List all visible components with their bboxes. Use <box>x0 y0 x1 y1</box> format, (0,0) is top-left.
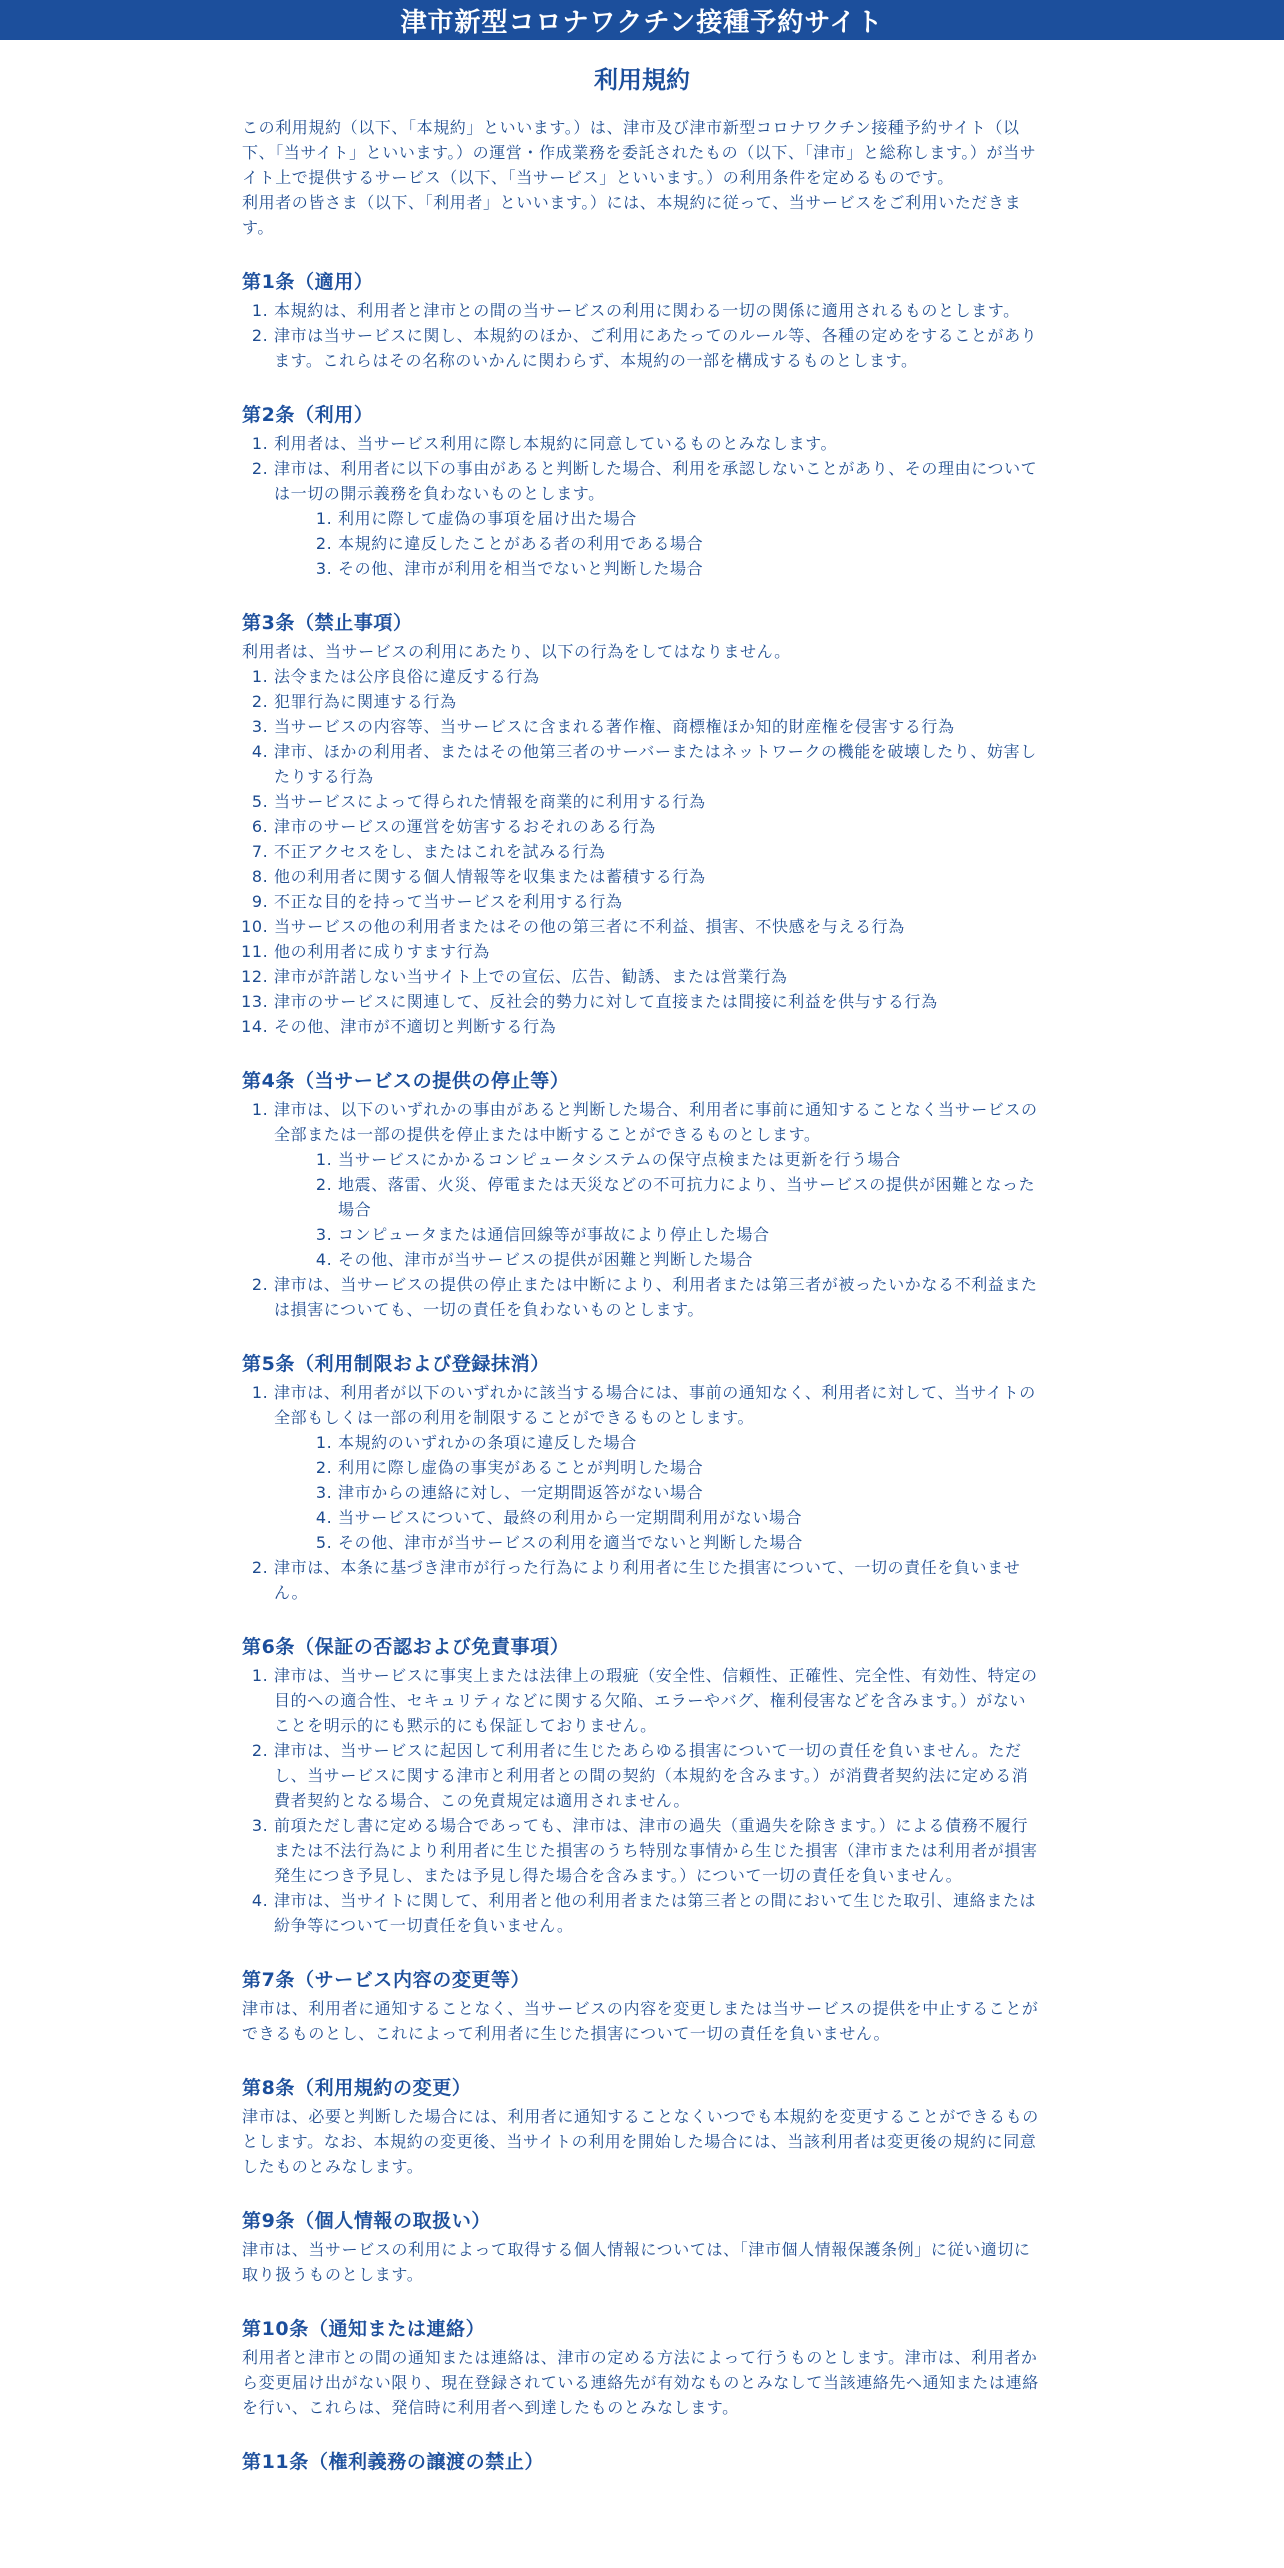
article-1 <box>242 270 1042 373</box>
intro-paragraph <box>242 115 1042 240</box>
article-title: 第7条（サービス内容の変更等） <box>242 1969 531 1991</box>
clause-item <box>274 839 1042 864</box>
clause-item <box>274 814 1042 839</box>
article-title: 第10条（通知または連絡） <box>242 2318 486 2340</box>
article-title: 第11条（権利義務の譲渡の禁止） <box>242 2451 545 2473</box>
clause-text: その他、津市が不適切と判断する行為 <box>274 1017 557 1036</box>
clause-text: 津市は、当サイトに関して、利用者と他の利用者または第三者との間において生じた取引、連絡または紛争等について一切責任を負いません。 <box>274 1891 1037 1935</box>
clause-list <box>242 431 1042 581</box>
clause-text: 津市は、当サービスに事実上または法律上の瑕疵（安全性、信頼性、正確性、完全性、有効性、特定の目的への適合性、セキュリティなどに関する欠陥、エラーやバグ、権利侵害などを含みます。）がないことを明示的にも黙示的にも保証しておりません。 <box>274 1666 1038 1735</box>
clause-item <box>274 914 1042 939</box>
clause-list <box>242 298 1042 373</box>
intro-text: 利用者の皆さま（以下、「利用者」といいます。）には、本規約に従って、当サービスをご利用いただきます。 <box>242 193 1022 237</box>
clause-item <box>274 989 1042 1014</box>
clause-item <box>274 689 1042 714</box>
clause-text: 津市のサービスに関連して、反社会的勢力に対して直接または間接に利益を供与する行為 <box>274 992 938 1011</box>
article-9 <box>242 2209 1042 2287</box>
clause-text: 津市は当サービスに関し、本規約のほか、ご利用にあたってのルール等、各種の定めをすることがあります。これらはその名称のいかんに関わらず、本規約の一部を構成するものとします。 <box>274 326 1038 370</box>
clause-text: 他の利用者に関する個人情報等を収集または蓄積する行為 <box>274 867 706 886</box>
article-body: 津市は、利用者に通知することなく、当サービスの内容を変更しまたは当サービスの提供を中止することができるものとし、これによって利用者に生じた損害について一切の責任を負いません。 <box>242 1999 1039 2043</box>
terms-content <box>242 115 1042 2474</box>
clause-text: 当サービスの内容等、当サービスに含まれる著作権、商標権ほか知的財産権を侵害する行為 <box>274 717 955 736</box>
site-title: 津市新型コロナワクチン接種予約サイト <box>400 7 884 38</box>
article-lead: 利用者は、当サービスの利用にあたり、以下の行為をしてはなりません。 <box>242 642 791 661</box>
clause-item <box>274 864 1042 889</box>
site-header <box>0 0 1284 40</box>
sub-clause-item: 4. その他、津市が当サービスの提供が困難と判断した場合 <box>338 1247 1042 1272</box>
clause-item <box>274 1738 1042 1813</box>
article-title: 第6条（保証の否認および免責事項） <box>242 1636 570 1658</box>
clause-text: 前項ただし書に定める場合であっても、津市は、津市の過失（重過失を除きます。）による債務不履行または不法行為により利用者に生じた損害のうち特別な事情から生じた損害（津市または利用者が損害発生につき予見し、または予見し得た場合を含みます。）について一切の責任を負いません。 <box>274 1816 1038 1885</box>
article-title: 第9条（個人情報の取扱い） <box>242 2210 492 2232</box>
clause-list <box>242 664 1042 1039</box>
sub-clause-item: 1. 利用に際して虚偽の事項を届け出た場合 <box>338 506 1042 531</box>
intro-text: この利用規約（以下、「本規約」といいます。）は、津市及び津市新型コロナワクチン接種予約サイト（以下、「当サイト」といいます。）の運営・作成業務を委託されたもの（以下、「津市」と総称します。）が当サイト上で提供するサービス（以下、「当サービス」といいます。）の利用条件を定めるものです。 <box>242 118 1037 187</box>
article-4 <box>242 1069 1042 1322</box>
clause-item <box>274 1097 1042 1272</box>
article-7 <box>242 1968 1042 2046</box>
clause-text: 津市は、当サービスに起因して利用者に生じたあらゆる損害について一切の責任を負いません。ただし、当サービスに関する津市と利用者との間の契約（本規約を含みます。）が消費者契約法に定める消費者契約となる場合、この免責規定は適用されません。 <box>274 1741 1029 1810</box>
clause-text: 不正アクセスをし、またはこれを試みる行為 <box>274 842 606 861</box>
clause-item <box>274 1888 1042 1938</box>
clause-list <box>242 1380 1042 1605</box>
clause-item <box>274 889 1042 914</box>
clause-text: 津市は、当サービスの提供の停止または中断により、利用者または第三者が被ったいかなる不利益または損害についても、一切の責任を負わないものとします。 <box>274 1275 1038 1319</box>
sub-clause-list <box>274 506 1042 581</box>
clause-item <box>274 964 1042 989</box>
clause-item <box>274 939 1042 964</box>
article-title: 第8条（利用規約の変更） <box>242 2077 472 2099</box>
clause-text: 津市が許諾しない当サイト上での宣伝、広告、勧誘、または営業行為 <box>274 967 788 986</box>
clause-item <box>274 714 1042 739</box>
article-10 <box>242 2317 1042 2420</box>
sub-clause-item: 2. 本規約に違反したことがある者の利用である場合 <box>338 531 1042 556</box>
clause-text: 不正な目的を持って当サービスを利用する行為 <box>274 892 623 911</box>
article-body: 津市は、当サービスの利用によって取得する個人情報については、「津市個人情報保護条例」に従い適切に取り扱うものとします。 <box>242 2240 1031 2284</box>
sub-clause-item: 4. 当サービスについて、最終の利用から一定期間利用がない場合 <box>338 1505 1042 1530</box>
sub-clause-list <box>274 1430 1042 1555</box>
clause-list <box>242 1097 1042 1322</box>
sub-clause-list <box>274 1147 1042 1272</box>
article-body: 津市は、必要と判断した場合には、利用者に通知することなくいつでも本規約を変更することができるものとします。なお、本規約の変更後、当サイトの利用を開始した場合には、当該利用者は変更後の規約に同意したものとみなします。 <box>242 2107 1039 2176</box>
clause-item <box>274 1380 1042 1555</box>
clause-text: 津市は、利用者に以下の事由があると判断した場合、利用を承認しないことがあり、その理由については一切の開示義務を負わないものとします。 <box>274 459 1038 503</box>
sub-clause-item: 1. 本規約のいずれかの条項に違反した場合 <box>338 1430 1042 1455</box>
clause-text: 本規約は、利用者と津市との間の当サービスの利用に関わる一切の関係に適用されるものとします。 <box>274 301 1020 320</box>
article-11 <box>242 2450 1042 2474</box>
article-5 <box>242 1352 1042 1605</box>
clause-text: 津市は、本条に基づき津市が行った行為により利用者に生じた損害について、一切の責任を負いません。 <box>274 1558 1021 1602</box>
article-body: 利用者と津市との間の通知または連絡は、津市の定める方法によって行うものとします。津市は、利用者から変更届け出がない限り、現在登録されている連絡先が有効なものとみなして当該連絡先へ通知または連絡を行い、これらは、発信時に利用者へ到達したものとみなします。 <box>242 2348 1039 2417</box>
page-title: 利用規約 <box>594 66 690 94</box>
sub-clause-item: 3. その他、津市が利用を相当でないと判断した場合 <box>338 556 1042 581</box>
sub-clause-item: 3. 津市からの連絡に対し、一定期間返答がない場合 <box>338 1480 1042 1505</box>
sub-clause-item: 3. コンピュータまたは通信回線等が事故により停止した場合 <box>338 1222 1042 1247</box>
article-8 <box>242 2076 1042 2179</box>
sub-clause-item: 1. 当サービスにかかるコンピュータシステムの保守点検または更新を行う場合 <box>338 1147 1042 1172</box>
clause-item <box>274 1813 1042 1888</box>
sub-clause-item: 2. 利用に際し虚偽の事実があることが判明した場合 <box>338 1455 1042 1480</box>
clause-item <box>274 1555 1042 1605</box>
clause-text: 法令または公序良俗に違反する行為 <box>274 667 540 686</box>
article-3 <box>242 611 1042 1039</box>
clause-item <box>274 1663 1042 1738</box>
clause-item <box>274 1014 1042 1039</box>
article-title: 第4条（当サービスの提供の停止等） <box>242 1070 570 1092</box>
clause-text: 当サービスによって得られた情報を商業的に利用する行為 <box>274 792 706 811</box>
clause-text: 津市は、以下のいずれかの事由があると判断した場合、利用者に事前に通知することなく当サービスの全部または一部の提供を停止または中断することができるものとします。 <box>274 1100 1038 1144</box>
clause-text: 犯罪行為に関連する行為 <box>274 692 457 711</box>
clause-item <box>274 431 1042 456</box>
clause-item <box>274 664 1042 689</box>
clause-text: 利用者は、当サービス利用に際し本規約に同意しているものとみなします。 <box>274 434 838 453</box>
clause-item <box>274 1272 1042 1322</box>
article-2 <box>242 403 1042 581</box>
clause-text: 当サービスの他の利用者またはその他の第三者に不利益、損害、不快感を与える行為 <box>274 917 905 936</box>
clause-text: 津市、ほかの利用者、またはその他第三者のサーバーまたはネットワークの機能を破壊したり、妨害したりする行為 <box>274 742 1037 786</box>
clause-text: 他の利用者に成りすます行為 <box>274 942 490 961</box>
article-title: 第2条（利用） <box>242 404 374 426</box>
article-title: 第3条（禁止事項） <box>242 612 413 634</box>
clause-text: 津市は、利用者が以下のいずれかに該当する場合には、事前の通知なく、利用者に対して、当サイトの全部もしくは一部の利用を制限することができるものとします。 <box>274 1383 1036 1427</box>
clause-list <box>242 1663 1042 1938</box>
article-6 <box>242 1635 1042 1938</box>
articles-list <box>242 270 1042 2474</box>
clause-item <box>274 789 1042 814</box>
article-title: 第1条（適用） <box>242 271 374 293</box>
clause-text: 津市のサービスの運営を妨害するおそれのある行為 <box>274 817 656 836</box>
clause-item <box>274 739 1042 789</box>
sub-clause-item: 2. 地震、落雷、火災、停電または天災などの不可抗力により、当サービスの提供が困難となった場合 <box>338 1172 1042 1222</box>
clause-item <box>274 298 1042 323</box>
clause-item <box>274 323 1042 373</box>
article-title: 第5条（利用制限および登録抹消） <box>242 1353 550 1375</box>
clause-item <box>274 456 1042 581</box>
sub-clause-item: 5. その他、津市が当サービスの利用を適当でないと判断した場合 <box>338 1530 1042 1555</box>
